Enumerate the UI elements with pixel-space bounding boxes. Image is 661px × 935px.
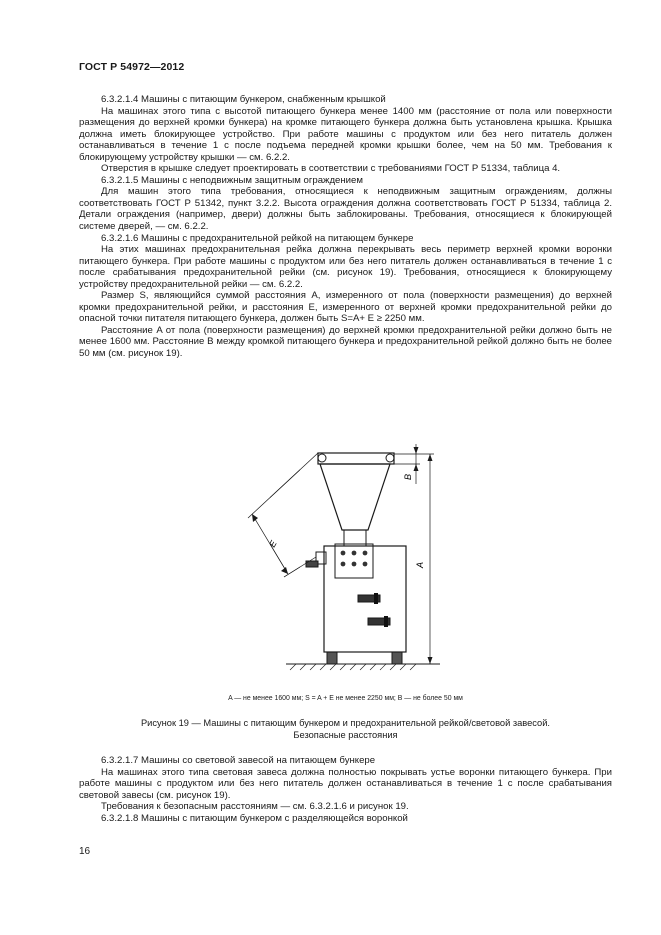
paragraph: Требования к безопасным расстояниям — см. 6.3.2.1.6 и рисунок 19. — [101, 801, 409, 813]
paragraph: 6.3.2.1.4 Машины с питающим бункером, снабженным крышкой — [101, 94, 386, 105]
machine-foot-right — [392, 652, 402, 664]
figure-caption-line1: Рисунок 19 — Машины с питающим бункером и предохранительной рейкой/световой завесой. — [140, 718, 550, 728]
figure-caption — [79, 718, 612, 741]
paragraph: 6.3.2.1.6 Машины с предохранительной рейкой на питающем бункере — [101, 232, 414, 244]
control-buttons — [341, 551, 368, 567]
machine-foot-left — [327, 652, 337, 664]
paragraph: 6.3.2.1.8 Машины с питающим бункером с разделяющейся воронкой — [101, 812, 408, 824]
dim-label-b: B — [403, 473, 413, 480]
paragraph: 6.3.2.1.7 Машины со световой завесой на питающем бункере — [101, 755, 376, 766]
floor-hatching — [290, 664, 416, 670]
paragraph: На машинах этого типа с высотой питающего бункера менее 1400 мм (расстояние от пола или поверхности размещения до верхней кромки бункера) на кромке питающего бункера должна быть установлена крышка. Крышка должна иметь блокирующее устройство. При работе машины с продуктом или без него питатель должен останавливаться в течение 1 с после подъема передней кромки крышки более, чем на 50 мм. Требования к блокирующему устройству крышки — см. 6.2.2. — [79, 105, 612, 163]
paragraph: Для машин этого типа требования, относящиеся к неподвижным защитным ограждениям, должны соответствовать ГОСТ Р 51342, пункт 3.2.2. Высота ограждения должна соответствовать ГОСТ Р 51334, таблица 2. Детали ограждения (например, двери) должны быть заблокированы. Требования, относящиеся к блокирующей системе дверей, — см. 6.2.2. — [79, 186, 612, 233]
safety-bar-pivot-right — [386, 454, 394, 462]
safety-bar-pivot-left — [318, 454, 326, 462]
safety-bar — [318, 453, 394, 464]
text-block-bottom — [79, 755, 612, 824]
paragraph: Размер S, являющийся суммой расстояния A, измеренного от пола (поверхности размещения) до верхней кромки предохранительной рейки, и расстояния E, измеренного от верхней кромки предохранительной рейки до опасной точки питателя питающего бункера, должен быть S=A+ E ≥ 2250 мм. — [79, 290, 612, 325]
paragraph: На этих машинах предохранительная рейка должна перекрывать весь периметр верхней кромки воронки питающего бункера. При работе машины с продуктом или без него питатель должен останавливаться в течение 1 с после срабатывания предохранительной рейки (см. рисунок 19). Требования, относящиеся к блокирующему устройству предохранительной рейки — см. 6.2.2. — [79, 244, 612, 290]
dim-label-a: A — [415, 561, 425, 568]
figure-caption-line2: Безопасные расстояния — [293, 729, 398, 740]
paragraph: На машинах этого типа световая завеса должна полностью покрывать устье воронки питающего бункера. При работе машины с продуктом или без него питатель должен останавливаться в течение 1 с после срабатывания световой завесы (см. рисунок 19). — [79, 766, 612, 801]
page-number: 16 — [79, 846, 91, 857]
dim-label-e: E — [267, 538, 279, 549]
paragraph: Отверстия в крышке следует проектировать в соответствии с требованиями ГОСТ Р 51334, таблица 4. — [101, 163, 561, 175]
hopper-funnel — [320, 464, 390, 530]
paragraph: Расстояние A от пола (поверхности размещения) до верхней кромки предохранительной рейки должно быть не менее 1600 мм. Расстояние B между кромкой питающего бункера и предохранительной рейкой должно быть не более 50 мм (см. рисунок 19). — [79, 324, 612, 360]
control-panel — [335, 544, 373, 578]
document-header: ГОСТ Р 54972—2012 — [79, 61, 185, 73]
dim-e-drawing — [240, 440, 300, 590]
text-block-top — [79, 94, 612, 360]
figure-note: A — не менее 1600 мм; S = A + E не менее 2250 мм; B — не более 50 мм — [228, 695, 463, 702]
paragraph: 6.3.2.1.5 Машины с неподвижным защитным ограждением — [101, 174, 363, 186]
